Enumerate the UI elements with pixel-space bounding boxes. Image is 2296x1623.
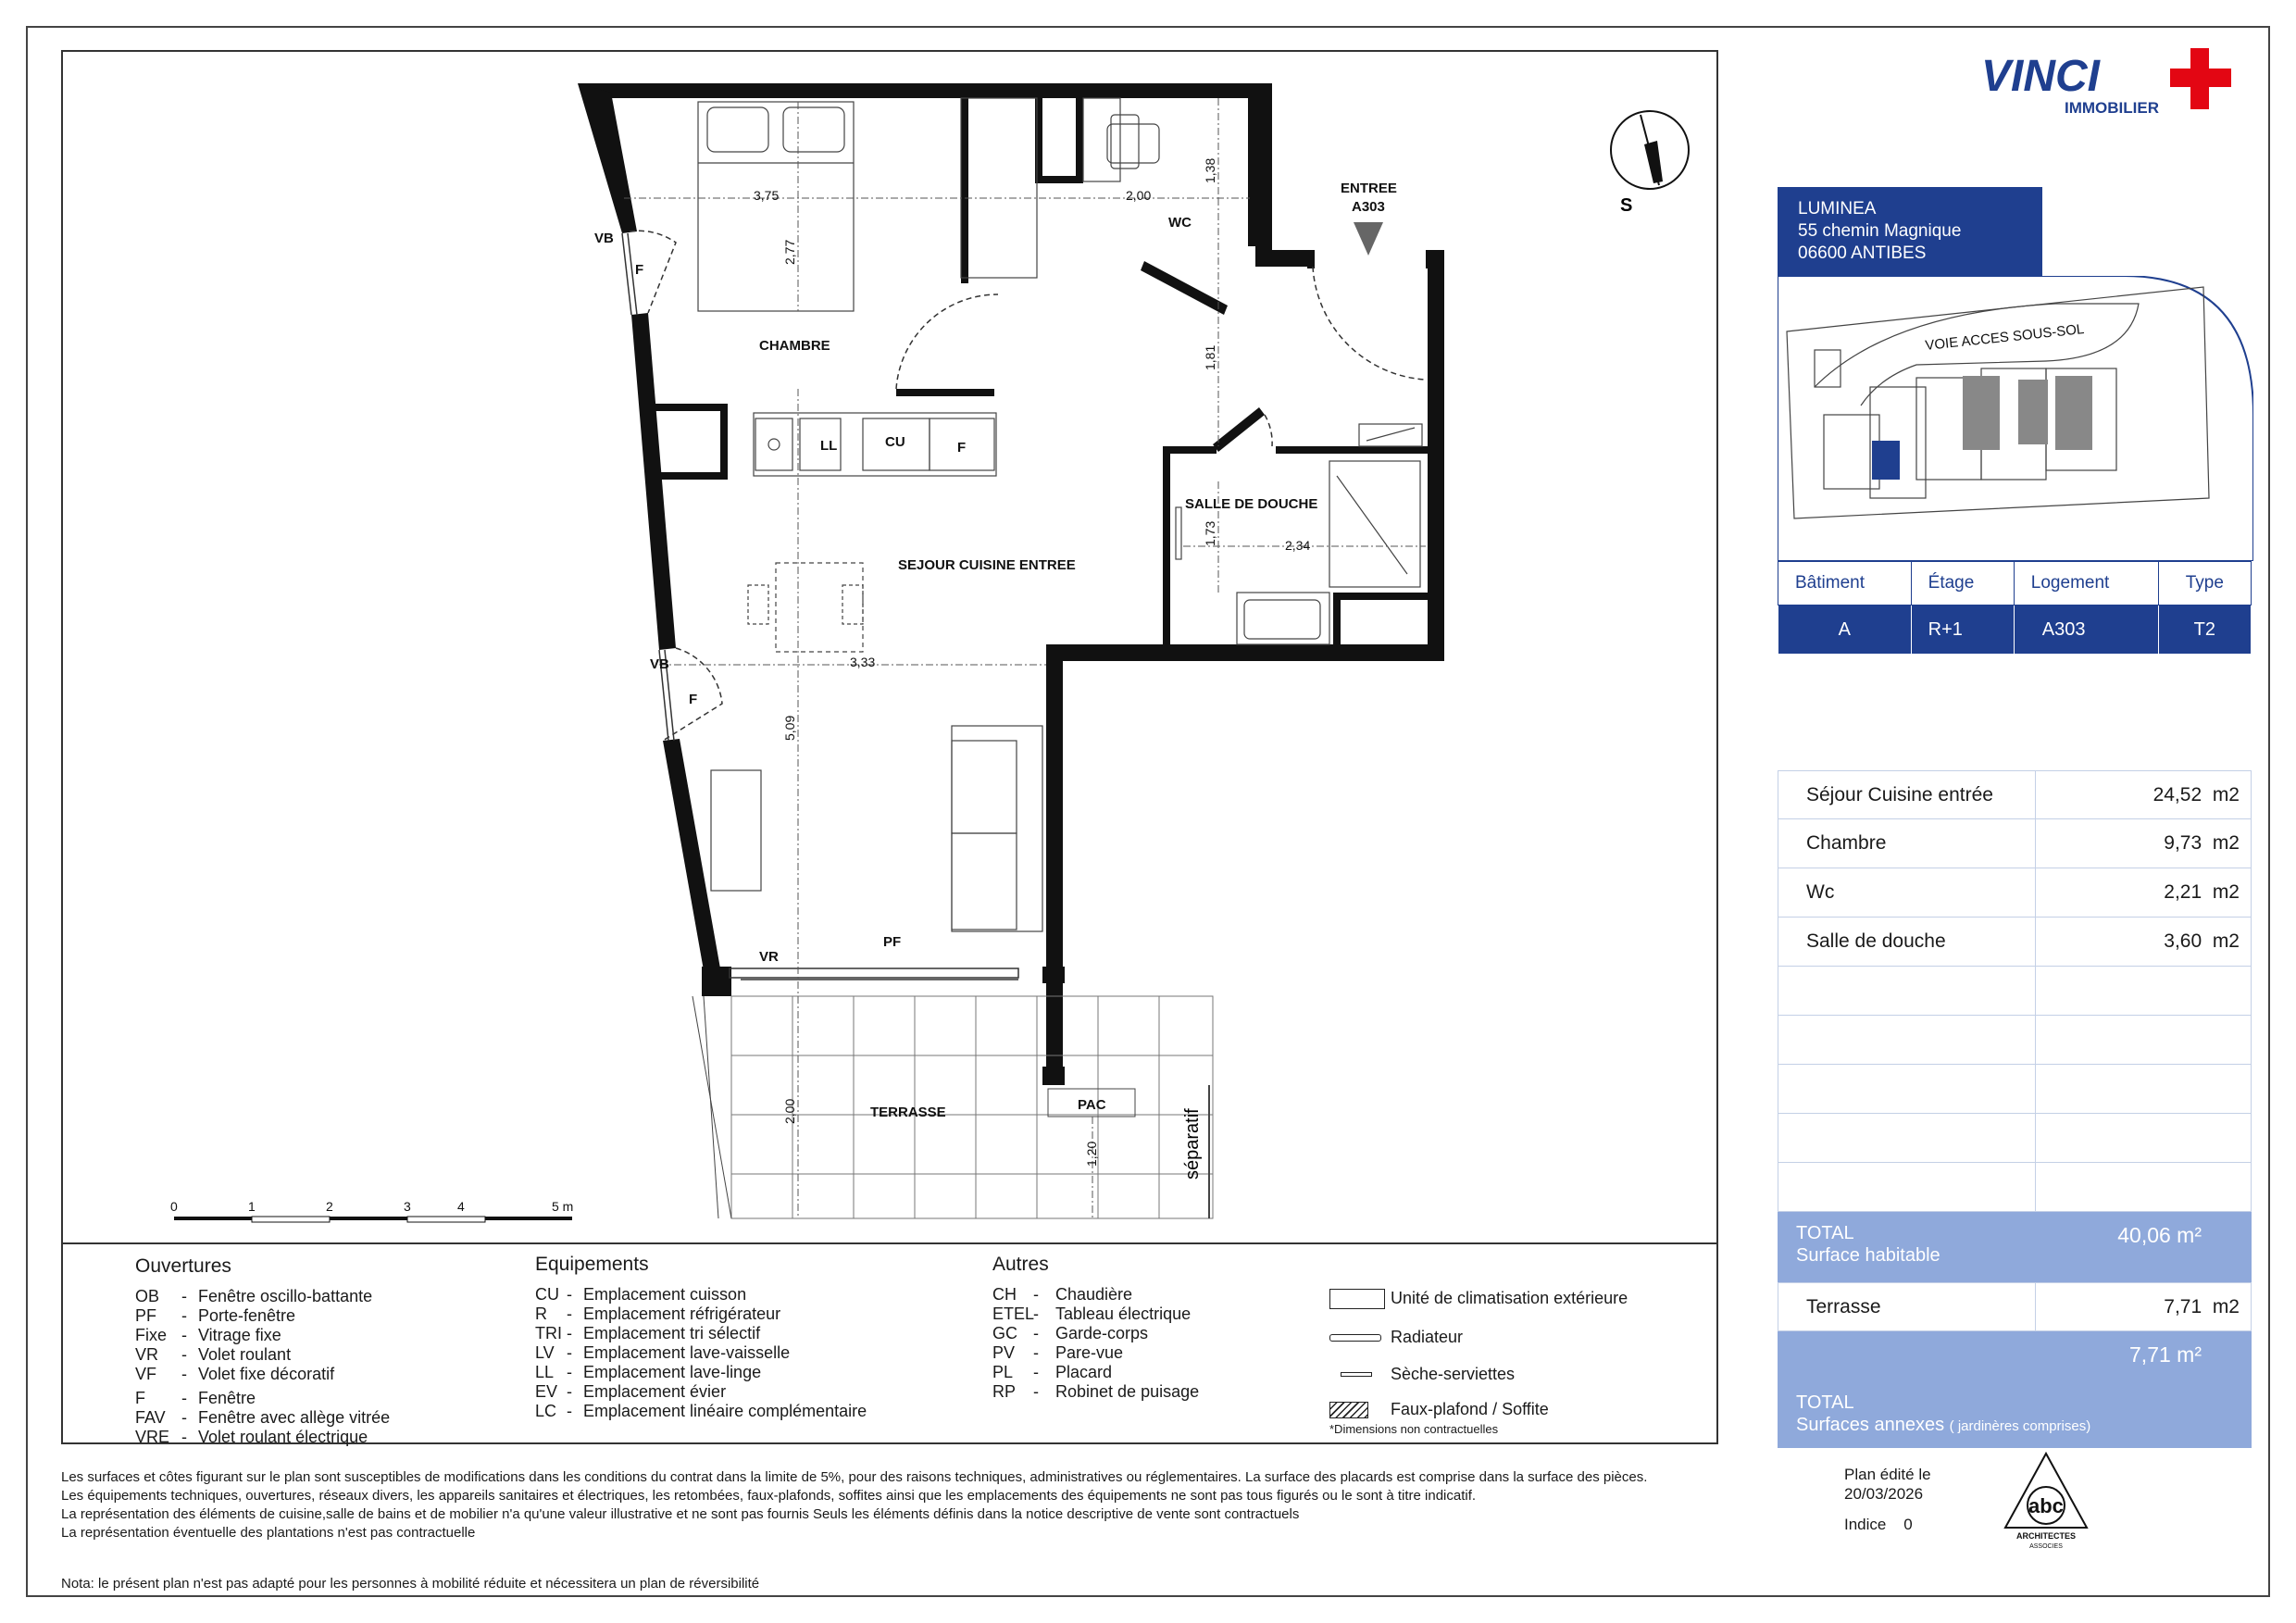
legend-label: Robinet de puisage bbox=[1055, 1382, 1200, 1401]
legend-item: CH - Chaudière bbox=[992, 1285, 1133, 1304]
separatif-label: séparatif bbox=[1182, 1108, 1203, 1180]
entry-arrow-icon bbox=[1354, 222, 1383, 256]
legend-code: LV bbox=[535, 1343, 555, 1362]
legend-ouvertures-title: Ouvertures bbox=[135, 1255, 231, 1277]
clim-symbol-icon bbox=[1329, 1289, 1385, 1309]
total-annexes-label: TOTAL bbox=[1796, 1392, 1854, 1413]
towel-rail bbox=[1176, 507, 1181, 559]
legend-label: Fenêtre oscillo-battante bbox=[198, 1287, 373, 1305]
legend-item: VRE - Volet roulant électrique bbox=[135, 1428, 368, 1446]
surface-name: Wc bbox=[1778, 868, 2036, 917]
project-address: 55 chemin Magnique bbox=[1798, 221, 1962, 241]
legend-label: Placard bbox=[1055, 1363, 1113, 1381]
legend-dimensions-note: *Dimensions non contractuelles bbox=[1329, 1422, 1499, 1436]
walls bbox=[578, 83, 1444, 1085]
note-line: Les surfaces et côtes figurant sur le plan sont susceptibles de modifications dans les conditions du contrat dans la limite de 5%, pour des raisons techniques, administratives ou réglementaires. La surface des placards est comprise dans la surface des pièces. bbox=[61, 1469, 1648, 1485]
total-habitable-label: TOTAL bbox=[1796, 1223, 1854, 1243]
value-etage: R+1 bbox=[1911, 606, 2014, 655]
legend-code: FAV bbox=[135, 1408, 166, 1427]
legend-label: Garde-corps bbox=[1055, 1324, 1149, 1342]
surface-row bbox=[1778, 918, 2252, 967]
legend-label: Emplacement lave-linge bbox=[583, 1363, 762, 1381]
legend-code: RP bbox=[992, 1382, 1017, 1401]
project-city: 06600 ANTIBES bbox=[1798, 243, 1927, 263]
indice-label: Indice bbox=[1844, 1516, 1887, 1533]
scale-2: 2 bbox=[326, 1199, 333, 1214]
legend-item: PF - Porte-fenêtre bbox=[135, 1306, 296, 1325]
surface-name: Chambre bbox=[1778, 819, 2036, 868]
legend-code: LC bbox=[535, 1402, 557, 1420]
toilet bbox=[1107, 124, 1159, 163]
pac-label: PAC bbox=[1078, 1097, 1106, 1113]
legend-code: F bbox=[135, 1389, 145, 1407]
surface-row bbox=[1778, 819, 2252, 868]
faux-plafond-symbol-icon bbox=[1329, 1402, 1368, 1418]
surface-name bbox=[1778, 1016, 2036, 1064]
compass-icon bbox=[1611, 111, 1689, 189]
floor-plan bbox=[61, 50, 1718, 1244]
legend-item: EV - Emplacement évier bbox=[535, 1382, 727, 1401]
legend-item: LL - Emplacement lave-linge bbox=[535, 1363, 762, 1381]
brand-sub: IMMOBILIER bbox=[2065, 99, 2159, 117]
legend-item: F - Fenêtre bbox=[135, 1389, 256, 1407]
legend-code: TRI bbox=[535, 1324, 562, 1342]
legend-code: ETEL bbox=[992, 1305, 1035, 1323]
project-name: LUMINEA bbox=[1798, 199, 1877, 218]
header-etage: Étage bbox=[1911, 562, 2014, 606]
surface-row-empty bbox=[1778, 1163, 2252, 1212]
surface-unit: m2 bbox=[2212, 930, 2240, 952]
terrace-tiles bbox=[693, 996, 1213, 1218]
radiateur-symbol-icon bbox=[1329, 1334, 1381, 1342]
surface-row-empty bbox=[1778, 967, 2252, 1016]
shower bbox=[1329, 461, 1420, 587]
legend-item: PL - Placard bbox=[992, 1363, 1113, 1381]
legal-notes bbox=[61, 1468, 1820, 1542]
total-annexes-note: ( jardinères comprises) bbox=[1949, 1418, 2091, 1434]
legend-code: VF bbox=[135, 1365, 157, 1383]
total-annexes-value: 7,71 m² bbox=[2129, 1342, 2202, 1367]
header-logement: Logement bbox=[2014, 562, 2158, 606]
legend-label: Volet roulant électrique bbox=[198, 1428, 368, 1446]
plan-edition bbox=[1844, 1465, 1931, 1534]
legend-label: Chaudière bbox=[1055, 1285, 1133, 1304]
legend-item: FAV - Fenêtre avec allège vitrée bbox=[135, 1408, 391, 1427]
room-label-terrasse: TERRASSE bbox=[870, 1105, 946, 1120]
legend-label: Fenêtre avec allège vitrée bbox=[198, 1408, 391, 1427]
legend-label: Vitrage fixe bbox=[198, 1326, 281, 1344]
legend-item: OB - Fenêtre oscillo-battante bbox=[135, 1287, 373, 1305]
legend-seche: Sèche-serviettes bbox=[1391, 1365, 1516, 1383]
legend-code: VRE bbox=[135, 1428, 170, 1446]
legend-label: Pare-vue bbox=[1055, 1343, 1124, 1362]
entree-code: A303 bbox=[1352, 199, 1385, 215]
surface-unit: m2 bbox=[2212, 881, 2240, 903]
seche-symbol-icon bbox=[1341, 1372, 1372, 1377]
ll-label: LL bbox=[820, 438, 838, 454]
legend-label: Emplacement réfrigérateur bbox=[583, 1305, 781, 1323]
total-habitable-value: 40,06 m² bbox=[2117, 1223, 2202, 1247]
plan-edition-date: 20/03/2026 bbox=[1844, 1485, 1924, 1503]
vb-label-1: VB bbox=[594, 231, 614, 246]
site-map bbox=[1778, 276, 2253, 561]
legend-item: ETEL - Tableau électrique bbox=[992, 1305, 1192, 1323]
legend-code: CU bbox=[535, 1285, 559, 1304]
surface-name bbox=[1778, 1114, 2036, 1162]
scale-5: 5 m bbox=[552, 1199, 574, 1214]
dim-chambre-width: 3,75 bbox=[754, 188, 780, 203]
total-habitable-sublabel: Surface habitable bbox=[1796, 1245, 1940, 1266]
legend-label: Porte-fenêtre bbox=[198, 1306, 296, 1325]
indice-value: 0 bbox=[1903, 1516, 1913, 1533]
pf-label: PF bbox=[883, 934, 902, 950]
surface-unit: m2 bbox=[2212, 783, 2240, 805]
surface-value bbox=[2036, 967, 2251, 1015]
surface-row-empty bbox=[1778, 1065, 2252, 1114]
surface-value bbox=[2036, 1065, 2251, 1113]
room-label-chambre: CHAMBRE bbox=[759, 338, 830, 354]
total-habitable bbox=[1778, 1212, 2252, 1282]
vb-label-2: VB bbox=[650, 656, 669, 672]
legend-code: PV bbox=[992, 1343, 1016, 1362]
surface-name bbox=[1778, 967, 2036, 1015]
abc-logo-text: abc bbox=[2028, 1494, 2064, 1517]
legend-item: CU - Emplacement cuisson bbox=[535, 1285, 747, 1304]
legend-item: TRI - Emplacement tri sélectif bbox=[535, 1324, 761, 1342]
terrasse-row bbox=[1778, 1282, 2252, 1331]
vr-label: VR bbox=[759, 949, 779, 965]
project-box bbox=[1778, 187, 2042, 276]
legend-item: VR - Volet roulant bbox=[135, 1345, 292, 1364]
legend-item: LV - Emplacement lave-vaisselle bbox=[535, 1343, 791, 1362]
abc-logo-line1: ARCHITECTES bbox=[2015, 1531, 2077, 1541]
note-line: La représentation éventuelle des plantations n'est pas contractuelle bbox=[61, 1525, 476, 1541]
legend-code: CH bbox=[992, 1285, 1017, 1304]
dim-douche-width: 2,34 bbox=[1285, 538, 1311, 553]
dim-wc-depth: 1,38 bbox=[1203, 157, 1217, 183]
surface-name: Séjour Cuisine entrée bbox=[1778, 771, 2036, 818]
room-label-wc: WC bbox=[1168, 215, 1192, 231]
dim-sejour-width: 3,33 bbox=[850, 655, 876, 669]
closet bbox=[961, 98, 1037, 278]
unit-highlight bbox=[1872, 441, 1900, 480]
surface-name bbox=[1778, 1163, 2036, 1211]
legend-label: Fenêtre bbox=[198, 1389, 256, 1407]
surface-value bbox=[2036, 1114, 2251, 1162]
legend-item: GC - Garde-corps bbox=[992, 1324, 1149, 1342]
legend-label: Emplacement évier bbox=[583, 1382, 727, 1401]
legend-label: Volet fixe décoratif bbox=[198, 1365, 335, 1383]
room-label-sejour: SEJOUR CUISINE ENTREE bbox=[898, 557, 1076, 573]
compass-label: S bbox=[1620, 195, 1633, 216]
legend-item: R - Emplacement réfrigérateur bbox=[535, 1305, 781, 1323]
legend-label: Volet roulant bbox=[198, 1345, 292, 1364]
legend-item: VF - Volet fixe décoratif bbox=[135, 1365, 335, 1383]
total-annexes-sublabel: Surfaces annexes bbox=[1796, 1415, 1945, 1435]
value-type: T2 bbox=[2158, 606, 2251, 655]
note-line: Les équipements techniques, ouvertures, réseaux divers, les appareils sanitaires et électriques, les retombées, faux-plafonds, soffites ainsi que les emplacements des équipements ne sont pas tous figurés ou le sont à titre indicatif. bbox=[61, 1488, 1477, 1504]
scale-bar bbox=[174, 1217, 572, 1222]
entree-label: ENTREE bbox=[1341, 181, 1397, 196]
dim-chambre-depth: 2,77 bbox=[782, 239, 797, 265]
surface-value bbox=[2036, 1163, 2251, 1211]
surfaces-table bbox=[1778, 770, 2252, 1212]
site-road-label: VOIE ACCES SOUS-SOL bbox=[1924, 321, 2086, 354]
legend-code: Fixe bbox=[135, 1326, 168, 1344]
tv-unit bbox=[711, 770, 761, 891]
legend-code: LL bbox=[535, 1363, 555, 1381]
legend-item: Fixe - Vitrage fixe bbox=[135, 1326, 281, 1344]
plan-edition-label: Plan édité le bbox=[1844, 1466, 1931, 1483]
sofa bbox=[952, 726, 1042, 931]
legend-equipements-title: Equipements bbox=[535, 1254, 649, 1275]
legend-label: Emplacement lave-vaisselle bbox=[583, 1343, 791, 1362]
legend-label: Emplacement cuisson bbox=[583, 1285, 747, 1304]
surface-name: Salle de douche bbox=[1778, 918, 2036, 966]
legend-item: PV - Pare-vue bbox=[992, 1343, 1124, 1362]
legend-label: Emplacement linéaire complémentaire bbox=[583, 1402, 867, 1420]
surface-value: 3,60 bbox=[2164, 930, 2202, 952]
abc-logo-line2: ASSOCIES bbox=[2029, 1543, 2063, 1550]
surface-value: 9,73 bbox=[2164, 832, 2202, 854]
dim-sejour-depth: 5,09 bbox=[782, 715, 797, 741]
surface-row bbox=[1778, 770, 2252, 819]
note-pmr: Nota: le présent plan n'est pas adapté pour les personnes à mobilité réduite et nécessitera un plan de réversibilité bbox=[61, 1576, 760, 1592]
legend-code: PF bbox=[135, 1306, 157, 1325]
legend-code: VR bbox=[135, 1345, 159, 1364]
legend-code: OB bbox=[135, 1287, 160, 1305]
legend-item: RP - Robinet de puisage bbox=[992, 1382, 1200, 1401]
scale-4: 4 bbox=[457, 1199, 465, 1214]
room-label-douche: SALLE DE DOUCHE bbox=[1185, 496, 1318, 512]
door-swings bbox=[630, 231, 1426, 741]
legend-faux-plafond: Faux-plafond / Soffite bbox=[1391, 1400, 1549, 1418]
scale-3: 3 bbox=[404, 1199, 411, 1214]
scale-1: 1 bbox=[248, 1199, 256, 1214]
legend-item: LC - Emplacement linéaire complémentaire bbox=[535, 1402, 867, 1420]
legend-radiateur: Radiateur bbox=[1391, 1328, 1464, 1346]
scale-0: 0 bbox=[170, 1199, 178, 1214]
surface-name bbox=[1778, 1065, 2036, 1113]
terrasse-unit: m2 bbox=[2212, 1295, 2240, 1317]
dim-douche-depth: 1,73 bbox=[1203, 520, 1217, 546]
terrasse-value: 7,71 bbox=[2164, 1295, 2202, 1317]
f-label-3: F bbox=[957, 440, 967, 456]
logement-info-table bbox=[1778, 561, 2252, 655]
brand-name: VINCI bbox=[1981, 52, 2101, 101]
abc-architectes-logo bbox=[2000, 1450, 2092, 1552]
header-batiment: Bâtiment bbox=[1778, 562, 1912, 606]
dining-table bbox=[776, 563, 863, 652]
dim-wc-width: 2,00 bbox=[1126, 188, 1152, 203]
legend-label: Emplacement tri sélectif bbox=[583, 1324, 761, 1342]
value-logement: A303 bbox=[2014, 606, 2158, 655]
vinci-immobilier-logo bbox=[1978, 46, 2255, 120]
surface-value bbox=[2036, 1016, 2251, 1064]
f-label-2: F bbox=[689, 692, 698, 707]
surface-unit: m2 bbox=[2212, 832, 2240, 854]
vinci-cross-icon bbox=[2170, 48, 2231, 109]
legend-code: EV bbox=[535, 1382, 558, 1401]
dim-entree: 1,81 bbox=[1203, 344, 1217, 370]
legend-ouvertures-list bbox=[135, 1287, 390, 1447]
radiator-symbol bbox=[1359, 424, 1422, 446]
surface-row bbox=[1778, 868, 2252, 918]
legend-code: R bbox=[535, 1305, 547, 1323]
legend-code: PL bbox=[992, 1363, 1014, 1381]
legend-equipements-list bbox=[535, 1285, 867, 1421]
total-annexes bbox=[1778, 1331, 2252, 1448]
surface-value: 2,21 bbox=[2164, 881, 2202, 903]
note-line: La représentation des éléments de cuisine,salle de bains et de mobilier n'a qu'une valeur illustrative et ne sont pas fournis Seuls les éléments définis dans la notice descriptive de vente sont contractuels bbox=[61, 1506, 1300, 1522]
bed bbox=[698, 102, 854, 311]
legend-autres-title: Autres bbox=[992, 1254, 1049, 1275]
terrasse-name: Terrasse bbox=[1778, 1283, 2036, 1330]
dim-terrasse-depth: 2,00 bbox=[782, 1098, 797, 1124]
surface-row-empty bbox=[1778, 1114, 2252, 1163]
header-type: Type bbox=[2158, 562, 2251, 606]
cu-label: CU bbox=[885, 434, 905, 450]
surface-row-empty bbox=[1778, 1016, 2252, 1065]
surface-value: 24,52 bbox=[2152, 783, 2202, 805]
value-batiment: A bbox=[1778, 606, 1912, 655]
legend-autres-list bbox=[992, 1285, 1199, 1402]
dim-pac: 1,20 bbox=[1084, 1141, 1099, 1167]
legend-code: GC bbox=[992, 1324, 1017, 1342]
legend-clim: Unité de climatisation extérieure bbox=[1391, 1289, 1628, 1307]
f-label-1: F bbox=[635, 262, 644, 278]
legend-label: Tableau électrique bbox=[1055, 1305, 1192, 1323]
